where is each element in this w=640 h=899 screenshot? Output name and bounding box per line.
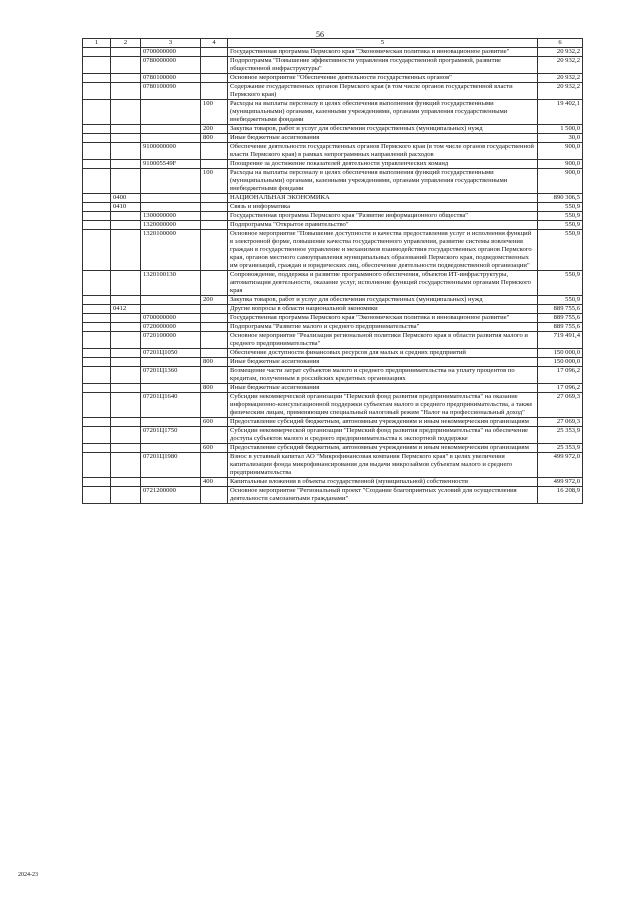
cell-amount: 550,9: [538, 296, 583, 305]
cell-section: [111, 83, 141, 100]
cell-name: Сопровождение, поддержка и развитие программного обеспечения, объектов ИТ-инфраструктуры, автоматизация деятельности, оказание услуг, исполнение функций государственными органами Пермского края: [228, 271, 538, 296]
cell-section: [111, 48, 141, 57]
cell-target-code: [141, 478, 201, 487]
cell-amount: 150 000,0: [538, 349, 583, 358]
cell-col1: [83, 83, 111, 100]
table-row: [83, 169, 583, 194]
cell-amount: 889 755,6: [538, 314, 583, 323]
cell-target-code: 9100000000: [141, 143, 201, 160]
cell-expense-type: [201, 487, 228, 504]
cell-target-code: [141, 384, 201, 393]
cell-section: [111, 349, 141, 358]
cell-col1: [83, 48, 111, 57]
table-row: [83, 203, 583, 212]
table-row: [83, 194, 583, 203]
table-row: [83, 271, 583, 296]
cell-col1: [83, 134, 111, 143]
cell-section: [111, 332, 141, 349]
cell-target-code: 07201Ц1640: [141, 393, 201, 418]
header-cell: 6: [538, 39, 583, 48]
cell-target-code: [141, 100, 201, 125]
cell-expense-type: [201, 332, 228, 349]
cell-name: Расходы на выплаты персоналу в целях обеспечения выполнения функций государственными (муниципальными) органами, казенными учреждениями, органами управления государственными внебюджетными фондами: [228, 100, 538, 125]
table-row: [83, 478, 583, 487]
cell-expense-type: [201, 194, 228, 203]
cell-amount: 25 353,9: [538, 444, 583, 453]
cell-expense-type: [201, 314, 228, 323]
cell-col1: [83, 160, 111, 169]
cell-target-code: 0780100090: [141, 83, 201, 100]
cell-amount: 17 096,2: [538, 367, 583, 384]
cell-section: [111, 230, 141, 271]
cell-col1: [83, 358, 111, 367]
cell-section: [111, 271, 141, 296]
cell-amount: 900,0: [538, 160, 583, 169]
cell-section: 0412: [111, 305, 141, 314]
cell-col1: [83, 203, 111, 212]
table-header-row: [83, 39, 583, 48]
cell-col1: [83, 169, 111, 194]
cell-col1: [83, 194, 111, 203]
table-row: [83, 143, 583, 160]
table-row: [83, 125, 583, 134]
cell-target-code: 0700000000: [141, 314, 201, 323]
table-row: [83, 48, 583, 57]
cell-section: [111, 358, 141, 367]
cell-expense-type: [201, 212, 228, 221]
cell-target-code: 0721200000: [141, 487, 201, 504]
cell-section: [111, 478, 141, 487]
table-row: [83, 100, 583, 125]
cell-amount: 1 500,0: [538, 125, 583, 134]
table-row: [83, 323, 583, 332]
cell-amount: 550,9: [538, 271, 583, 296]
cell-expense-type: [201, 453, 228, 478]
cell-name: Взнос в уставный капитал АО "Микрофинансовая компания Пермского края" в целях увеличения капитализации фонда микрофинансирования для выдачи микрозаймов субъектам малого и среднего предпринимательства: [228, 453, 538, 478]
cell-amount: 499 972,0: [538, 453, 583, 478]
cell-col1: [83, 367, 111, 384]
cell-expense-type: [201, 393, 228, 418]
cell-col1: [83, 444, 111, 453]
table-row: [83, 367, 583, 384]
cell-name: Основное мероприятие "Региональный проект "Создание благоприятных условий для осуществления деятельности самозанятыми гражданами": [228, 487, 538, 504]
cell-expense-type: [201, 367, 228, 384]
header-cell: 3: [141, 39, 201, 48]
cell-name: Иные бюджетные ассигнования: [228, 134, 538, 143]
cell-name: Содержание государственных органов Пермского края (в том числе органов государственной власти Пермского края): [228, 83, 538, 100]
cell-name: Иные бюджетные ассигнования: [228, 384, 538, 393]
cell-target-code: 07201Ц1980: [141, 453, 201, 478]
cell-col1: [83, 478, 111, 487]
table-row: [83, 134, 583, 143]
footer-code: 2024-23: [18, 872, 38, 878]
cell-col1: [83, 418, 111, 427]
cell-amount: 17 096,2: [538, 384, 583, 393]
cell-col1: [83, 221, 111, 230]
cell-expense-type: [201, 203, 228, 212]
cell-expense-type: [201, 48, 228, 57]
cell-amount: 20 932,2: [538, 74, 583, 83]
cell-section: [111, 444, 141, 453]
cell-col1: [83, 427, 111, 444]
cell-expense-type: 100: [201, 169, 228, 194]
cell-section: [111, 74, 141, 83]
cell-amount: 20 932,2: [538, 57, 583, 74]
cell-name: Подпрограмма "Открытое правительство": [228, 221, 538, 230]
cell-col1: [83, 100, 111, 125]
table-row: [83, 332, 583, 349]
cell-name: Основное мероприятие "Обеспечение деятельности государственных органов": [228, 74, 538, 83]
cell-section: [111, 323, 141, 332]
cell-name: Поощрение за достижение показателей деятельности управленческих команд: [228, 160, 538, 169]
cell-target-code: [141, 125, 201, 134]
cell-col1: [83, 125, 111, 134]
cell-expense-type: [201, 323, 228, 332]
header-cell: 5: [228, 39, 538, 48]
cell-name: Субсидии некоммерческой организации "Пермский фонд развития предпринимательства" на оказание информационно-консультационной поддержки субъектам малого и среднего предпринимательства, а также физическим лицам, применяющим специальный налоговый режим "Налог на профессиональный доход": [228, 393, 538, 418]
cell-col1: [83, 393, 111, 418]
cell-col1: [83, 212, 111, 221]
cell-target-code: 07201Ц1360: [141, 367, 201, 384]
table-row: [83, 358, 583, 367]
cell-name: Возмещение части затрат субъектов малого и среднего предпринимательства на уплату процентов по кредитам, полученным в российских кредитных организациях: [228, 367, 538, 384]
cell-amount: 550,9: [538, 212, 583, 221]
cell-amount: 25 353,9: [538, 427, 583, 444]
cell-section: [111, 125, 141, 134]
cell-expense-type: 200: [201, 296, 228, 305]
cell-amount: 150 000,0: [538, 358, 583, 367]
cell-section: 0400: [111, 194, 141, 203]
cell-expense-type: [201, 160, 228, 169]
cell-name: Основное мероприятие "Реализация региональной политики Пермского края в области развития малого и среднего предпринимательства": [228, 332, 538, 349]
cell-col1: [83, 74, 111, 83]
cell-name: Обеспечение доступности финансовых ресурсов для малых и средних предприятий: [228, 349, 538, 358]
budget-table: [82, 38, 583, 504]
cell-name: Закупка товаров, работ и услуг для обеспечения государственных (муниципальных) нужд: [228, 125, 538, 134]
cell-name: Государственная программа Пермского края "Развитие информационного общества": [228, 212, 538, 221]
cell-col1: [83, 453, 111, 478]
cell-target-code: 0700000000: [141, 48, 201, 57]
cell-expense-type: [201, 143, 228, 160]
header-cell: 1: [83, 39, 111, 48]
cell-amount: 900,0: [538, 143, 583, 160]
cell-amount: 16 208,9: [538, 487, 583, 504]
table-row: [83, 349, 583, 358]
cell-amount: 30,0: [538, 134, 583, 143]
table-row: [83, 393, 583, 418]
cell-amount: 20 932,2: [538, 83, 583, 100]
cell-name: Закупка товаров, работ и услуг для обеспечения государственных (муниципальных) нужд: [228, 296, 538, 305]
cell-target-code: 1320000000: [141, 221, 201, 230]
table-row: [83, 314, 583, 323]
cell-col1: [83, 57, 111, 74]
cell-name: Иные бюджетные ассигнования: [228, 358, 538, 367]
cell-expense-type: [201, 427, 228, 444]
cell-amount: 19 402,1: [538, 100, 583, 125]
cell-target-code: [141, 305, 201, 314]
table-row: [83, 384, 583, 393]
cell-expense-type: 100: [201, 100, 228, 125]
cell-expense-type: 800: [201, 134, 228, 143]
cell-expense-type: [201, 305, 228, 314]
cell-name: Расходы на выплаты персоналу в целях обеспечения выполнения функций государственными (муниципальными) органами, казенными учреждениями, органами управления государственными внебюджетными фондами: [228, 169, 538, 194]
cell-amount: 889 755,6: [538, 323, 583, 332]
table-row: [83, 453, 583, 478]
cell-section: [111, 221, 141, 230]
cell-name: Предоставление субсидий бюджетным, автономным учреждениям и иным некоммерческим организациям: [228, 418, 538, 427]
cell-col1: [83, 384, 111, 393]
cell-target-code: 07201Ц1750: [141, 427, 201, 444]
cell-col1: [83, 305, 111, 314]
cell-section: [111, 134, 141, 143]
cell-expense-type: [201, 349, 228, 358]
cell-expense-type: [201, 74, 228, 83]
cell-expense-type: [201, 230, 228, 271]
cell-section: [111, 100, 141, 125]
cell-col1: [83, 332, 111, 349]
cell-target-code: [141, 358, 201, 367]
cell-col1: [83, 487, 111, 504]
cell-target-code: [141, 194, 201, 203]
cell-name: Субсидии некоммерческой организации "Пермский фонд развития предпринимательства" на обеспечение доступа субъектов малого и среднего предпринимательства к экспортной поддержке: [228, 427, 538, 444]
cell-target-code: 0780100000: [141, 74, 201, 83]
cell-amount: 900,0: [538, 169, 583, 194]
cell-target-code: [141, 444, 201, 453]
cell-section: [111, 57, 141, 74]
cell-expense-type: 800: [201, 358, 228, 367]
cell-target-code: 0720000000: [141, 323, 201, 332]
cell-col1: [83, 314, 111, 323]
table-row: [83, 427, 583, 444]
cell-target-code: 1300000000: [141, 212, 201, 221]
cell-section: 0410: [111, 203, 141, 212]
cell-section: [111, 453, 141, 478]
cell-col1: [83, 230, 111, 271]
cell-name: Государственная программа Пермского края "Экономическая политика и инновационное развитие": [228, 48, 538, 57]
cell-target-code: [141, 169, 201, 194]
cell-target-code: [141, 203, 201, 212]
cell-amount: 889 755,6: [538, 305, 583, 314]
table-row: [83, 418, 583, 427]
cell-section: [111, 160, 141, 169]
cell-col1: [83, 349, 111, 358]
cell-section: [111, 487, 141, 504]
table-row: [83, 230, 583, 271]
cell-target-code: 910005549F: [141, 160, 201, 169]
cell-section: [111, 212, 141, 221]
table-row: [83, 221, 583, 230]
cell-expense-type: [201, 221, 228, 230]
cell-name: Обеспечение деятельности государственных органов Пермского края (в том числе органов государственной власти Пермского края) в рамках непрограммных направлений расходов: [228, 143, 538, 160]
cell-target-code: [141, 134, 201, 143]
cell-name: НАЦИОНАЛЬНАЯ ЭКОНОМИКА: [228, 194, 538, 203]
cell-expense-type: 600: [201, 418, 228, 427]
cell-target-code: 07201Ц1050: [141, 349, 201, 358]
table-row: [83, 487, 583, 504]
cell-section: [111, 314, 141, 323]
cell-col1: [83, 296, 111, 305]
cell-amount: 27 069,3: [538, 393, 583, 418]
cell-expense-type: [201, 83, 228, 100]
cell-col1: [83, 271, 111, 296]
table-row: [83, 83, 583, 100]
cell-name: Другие вопросы в области национальной экономики: [228, 305, 538, 314]
cell-amount: 550,9: [538, 230, 583, 271]
table-row: [83, 296, 583, 305]
cell-section: [111, 143, 141, 160]
cell-section: [111, 169, 141, 194]
table-row: [83, 212, 583, 221]
cell-target-code: [141, 418, 201, 427]
cell-expense-type: [201, 57, 228, 74]
cell-col1: [83, 143, 111, 160]
cell-section: [111, 296, 141, 305]
cell-target-code: [141, 296, 201, 305]
cell-amount: 550,9: [538, 221, 583, 230]
page-number: 56: [316, 30, 324, 39]
table-row: [83, 305, 583, 314]
cell-name: Капитальные вложения в объекты государственной (муниципальной) собственности: [228, 478, 538, 487]
table-row: [83, 160, 583, 169]
cell-name: Государственная программа Пермского края "Экономическая политика и инновационное развитие": [228, 314, 538, 323]
header-cell: 4: [201, 39, 228, 48]
cell-section: [111, 418, 141, 427]
header-cell: 2: [111, 39, 141, 48]
cell-expense-type: 800: [201, 384, 228, 393]
cell-target-code: 0720100000: [141, 332, 201, 349]
cell-target-code: 1320100130: [141, 271, 201, 296]
table-row: [83, 74, 583, 83]
cell-section: [111, 393, 141, 418]
cell-section: [111, 367, 141, 384]
cell-expense-type: 200: [201, 125, 228, 134]
cell-name: Связь и информатика: [228, 203, 538, 212]
cell-amount: 20 932,2: [538, 48, 583, 57]
cell-name: Подпрограмма "Развитие малого и среднего предпринимательства": [228, 323, 538, 332]
cell-col1: [83, 323, 111, 332]
cell-target-code: 1320100000: [141, 230, 201, 271]
cell-amount: 719 491,4: [538, 332, 583, 349]
cell-name: Основное мероприятие "Повышение доступности и качества предоставления услуг и исполнения функций в электронной форме, повышение качества государственного управления, развитие системы вовлечения граждан в государственное управление и механизмов взаимодействия государственных органов Пермского края, органов местного самоуправления муниципальных образований Пермского края, подведомственных им организаций, граждан и юридических лиц, обеспечение деятельности подведомственной организации": [228, 230, 538, 271]
cell-target-code: 0780000000: [141, 57, 201, 74]
cell-amount: 890 306,5: [538, 194, 583, 203]
cell-amount: 499 972,0: [538, 478, 583, 487]
cell-expense-type: 400: [201, 478, 228, 487]
table-row: [83, 444, 583, 453]
table-row: [83, 57, 583, 74]
cell-name: Подпрограмма "Повышение эффективности управления государственной программой, развитие общественной инфраструктуры": [228, 57, 538, 74]
cell-expense-type: [201, 271, 228, 296]
cell-section: [111, 427, 141, 444]
cell-name: Предоставление субсидий бюджетным, автономным учреждениям и иным некоммерческим организациям: [228, 444, 538, 453]
cell-section: [111, 384, 141, 393]
cell-amount: 27 069,3: [538, 418, 583, 427]
cell-expense-type: 600: [201, 444, 228, 453]
cell-amount: 550,9: [538, 203, 583, 212]
